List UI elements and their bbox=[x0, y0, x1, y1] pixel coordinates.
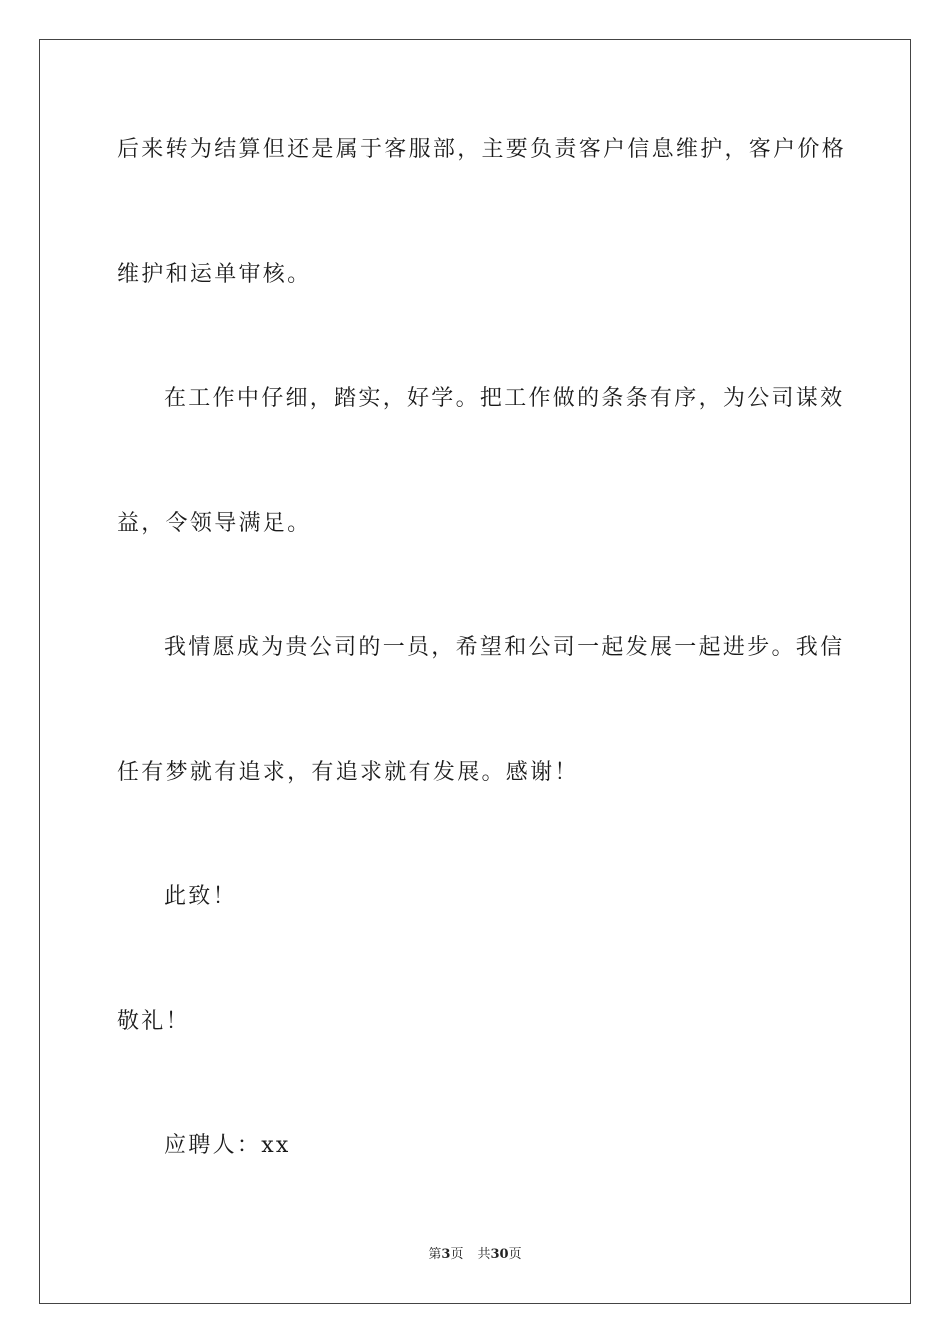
page-suffix: 页 bbox=[450, 1247, 464, 1262]
body-line-1: 后来转为结算但还是属于客服部，主要负责客户信息维护，客户价格 bbox=[117, 137, 847, 162]
page-border bbox=[39, 39, 911, 1304]
page-number-footer bbox=[0, 1247, 950, 1263]
total-page-count: 30 bbox=[490, 1247, 509, 1262]
total-prefix: 共 bbox=[477, 1247, 491, 1262]
current-page-number: 3 bbox=[441, 1247, 451, 1262]
body-line-3: 在工作中仔细，踏实，好学。把工作做的条条有序，为公司谋效 bbox=[164, 386, 845, 411]
body-line-6: 任有梦就有追求，有追求就有发展。感谢！ bbox=[117, 760, 579, 785]
page-prefix: 第 bbox=[428, 1247, 442, 1262]
body-line-2: 维护和运单审核。 bbox=[117, 262, 312, 287]
body-line-4: 益，令领导满足。 bbox=[117, 511, 312, 536]
body-line-5: 我情愿成为贵公司的一员，希望和公司一起发展一起进步。我信 bbox=[164, 635, 845, 660]
total-suffix: 页 bbox=[508, 1247, 522, 1262]
applicant-signature: 应聘人：xx bbox=[164, 1133, 291, 1158]
closing-regards: 敬礼！ bbox=[117, 1009, 190, 1034]
closing-salutation: 此致！ bbox=[164, 884, 237, 909]
